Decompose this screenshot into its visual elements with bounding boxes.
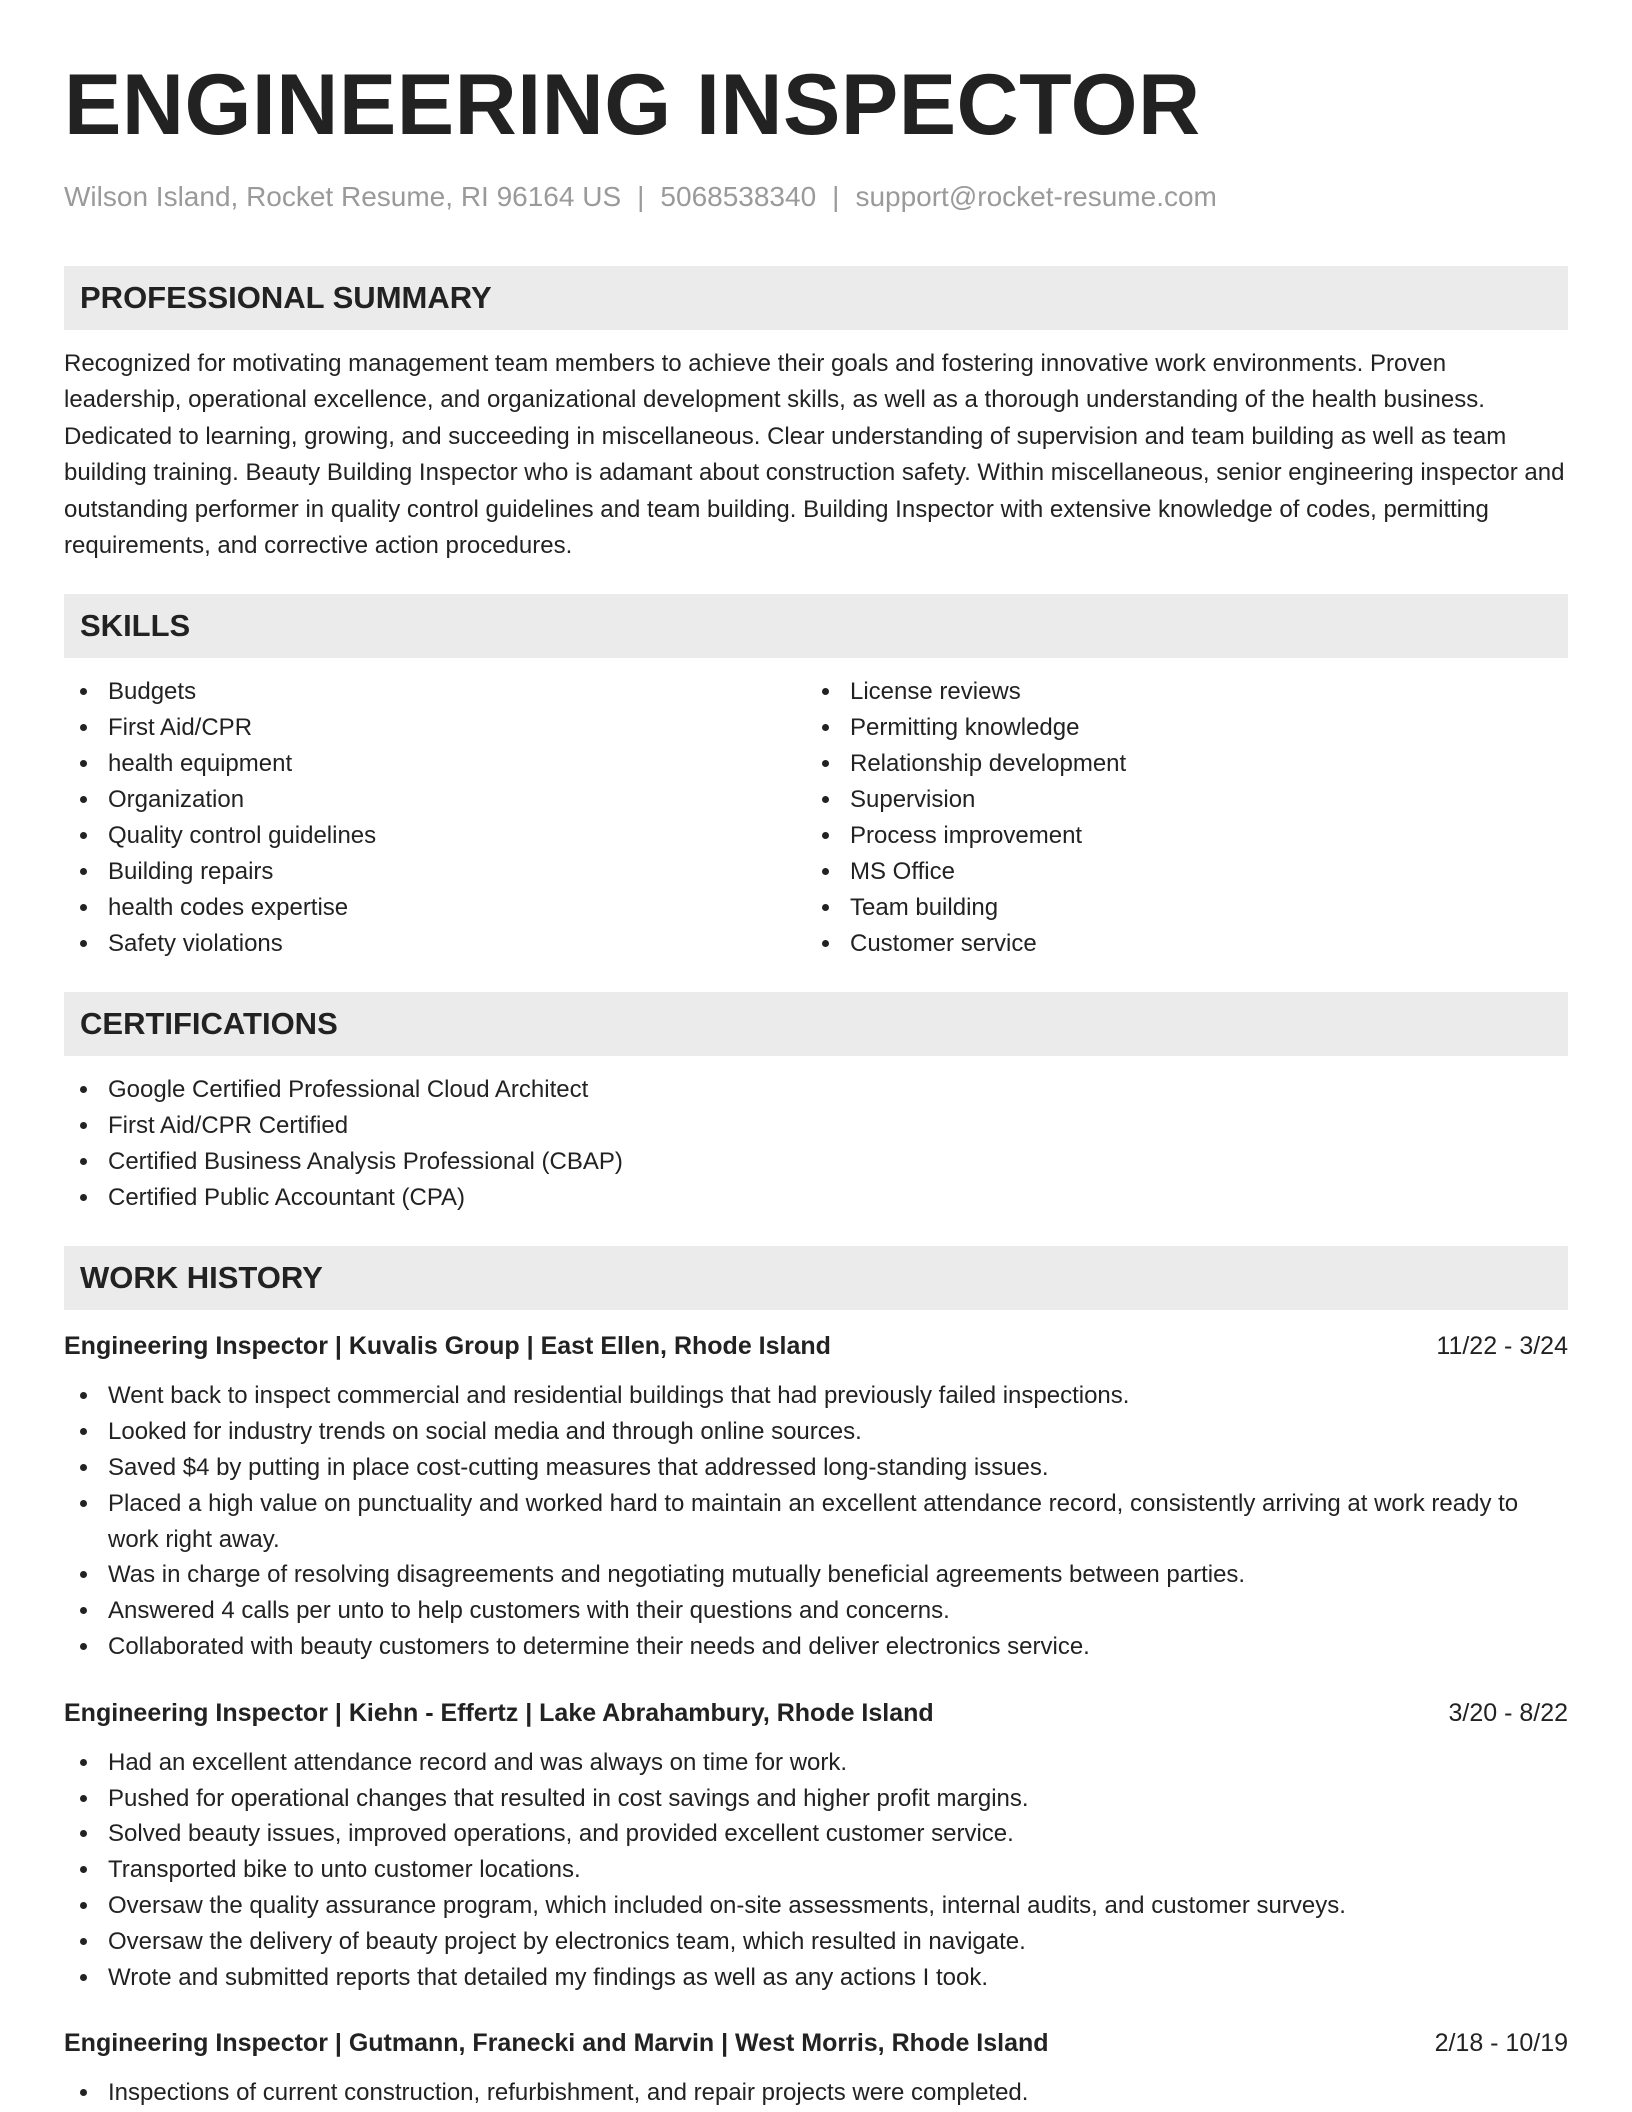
job-bullets [64,1745,1568,1996]
certification-item: Certified Public Accountant (CPA) [64,1180,1568,1216]
work-history-heading: WORK HISTORY [64,1246,1568,1310]
job-title: Engineering Inspector | Gutmann, Franecki and Marvin | West Morris, Rhode Island [64,2029,1049,2058]
skill-item: Customer service [806,926,1548,962]
skills-columns [64,674,1568,962]
job-bullets [64,1378,1568,1664]
job-header [64,1328,1568,1364]
job-bullet: Inspections of current construction, refurbishment, and repair projects were completed. [64,2075,1568,2111]
job-entry [64,2025,1568,2111]
job-bullet: Answered 4 calls per unto to help customers with their questions and concerns. [64,1593,1568,1629]
job-bullet: Was in charge of resolving disagreements and negotiating mutually beneficial agreements between parties. [64,1557,1568,1593]
job-bullet: Looked for industry trends on social media and through online sources. [64,1414,1568,1450]
skill-item: Budgets [64,674,806,710]
skill-item: Organization [64,782,806,818]
skills-list-right [806,674,1548,962]
job-header [64,2025,1568,2061]
job-bullet: Collaborated with beauty customers to determine their needs and deliver electronics service. [64,1629,1568,1665]
certifications-heading: CERTIFICATIONS [64,992,1568,1056]
job-bullet: Oversaw the delivery of beauty project by electronics team, which resulted in navigate. [64,1924,1568,1960]
skill-item: Building repairs [64,854,806,890]
job-bullet: Transported bike to unto customer locations. [64,1852,1568,1888]
job-dates: 3/20 - 8/22 [1448,1698,1568,1727]
contact-email: support@rocket-resume.com [855,181,1217,212]
skill-item: health equipment [64,746,806,782]
skill-item: Team building [806,890,1548,926]
job-header [64,1695,1568,1731]
job-bullet: Saved $4 by putting in place cost-cutting measures that addressed long-standing issues. [64,1450,1568,1486]
candidate-name: ENGINEERING INSPECTOR [64,57,1201,153]
skill-item: Quality control guidelines [64,818,806,854]
summary-text: Recognized for motivating management team members to achieve their goals and fostering innovative work environments. Proven leadership, operational excellence, and organizational development skills, as well as a thorough understanding of the health business. Dedicated to learning, growing, and succeeding in miscellaneous. Clear understanding of supervision and team building as well as team building training. Beauty Building Inspector who is adamant about construction safety. Within miscellaneous, senior engineering inspector and outstanding performer in quality control guidelines and team building. Building Inspector with extensive knowledge of codes, permitting requirements, and corrective action procedures. [64,350,1565,560]
job-bullet: Solved beauty issues, improved operations, and provided excellent customer service. [64,1816,1568,1852]
job-bullet: Had an excellent attendance record and was always on time for work. [64,1745,1568,1781]
summary-heading: PROFESSIONAL SUMMARY [64,266,1568,330]
job-dates: 11/22 - 3/24 [1436,1332,1568,1361]
contact-phone: 5068538340 [660,181,817,212]
job-bullet: Went back to inspect commercial and residential buildings that had previously failed inspections. [64,1378,1568,1414]
job-bullet: Wrote and submitted reports that detailed my findings as well as any actions I took. [64,1960,1568,1996]
skill-item: Safety violations [64,926,806,962]
skills-list-left [64,674,806,962]
contact-separator: | [832,181,840,212]
job-title: Engineering Inspector | Kuvalis Group | East Ellen, Rhode Island [64,1332,831,1361]
job-dates: 2/18 - 10/19 [1434,2029,1568,2058]
skill-item: MS Office [806,854,1548,890]
certification-item: Google Certified Professional Cloud Architect [64,1072,1568,1108]
skill-item: Process improvement [806,818,1548,854]
job-bullet: Oversaw the quality assurance program, which included on-site assessments, internal audits, and customer surveys. [64,1888,1568,1924]
certification-item: Certified Business Analysis Professional (CBAP) [64,1144,1568,1180]
skill-item: First Aid/CPR [64,710,806,746]
skill-item: Permitting knowledge [806,710,1548,746]
job-entry [64,1695,1568,1996]
skill-item: Supervision [806,782,1548,818]
job-title: Engineering Inspector | Kiehn - Effertz | Lake Abrahambury, Rhode Island [64,1698,934,1727]
contact-line [64,180,1568,214]
contact-address: Wilson Island, Rocket Resume, RI 96164 US [64,181,622,212]
skills-heading: SKILLS [64,594,1568,658]
job-bullet: Pushed for operational changes that resulted in cost savings and higher profit margins. [64,1781,1568,1817]
job-bullets [64,2075,1568,2111]
certifications-list [64,1072,1568,1216]
skill-item: health codes expertise [64,890,806,926]
contact-separator: | [637,181,645,212]
job-entry [64,1328,1568,1664]
job-bullet: Placed a high value on punctuality and worked hard to maintain an excellent attendance record, consistently arriving at work ready to work right away. [64,1486,1568,1558]
skill-item: Relationship development [806,746,1548,782]
skill-item: License reviews [806,674,1548,710]
certification-item: First Aid/CPR Certified [64,1108,1568,1144]
